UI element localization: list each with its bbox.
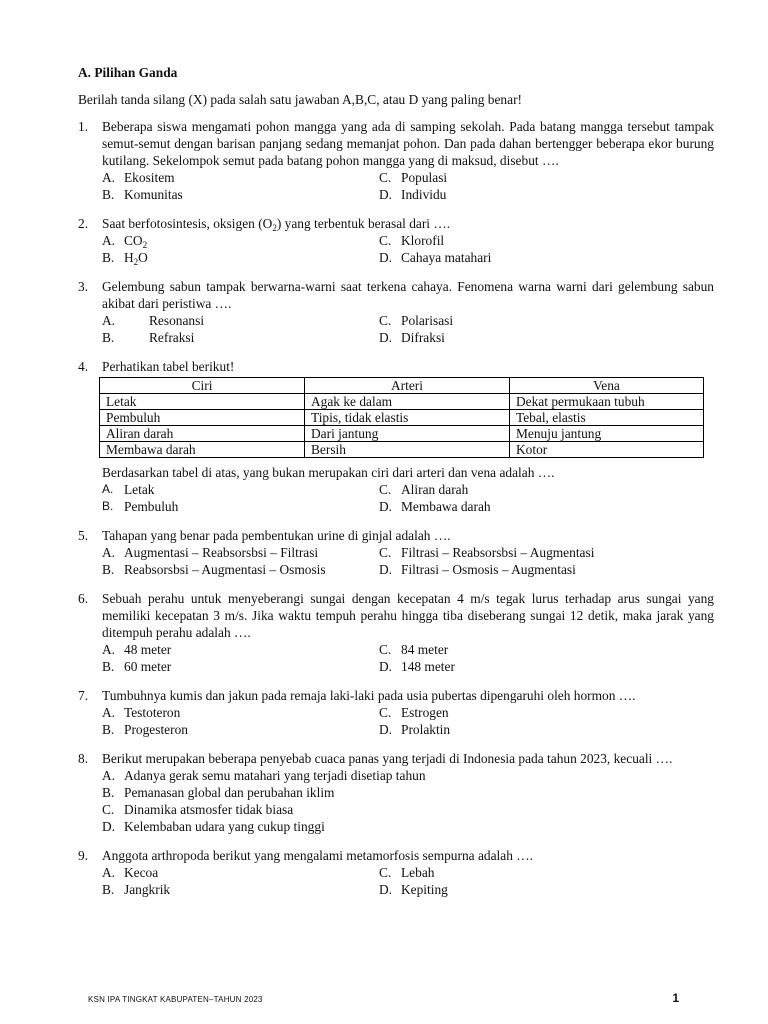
option-letter: A.	[102, 545, 116, 560]
option-letter: A.	[102, 170, 116, 185]
table-cell: Pembuluh	[100, 410, 305, 426]
question-text: Tumbuhnya kumis dan jakun pada remaja laki-laki pada usia pubertas dipengaruhi oleh hormon ….	[102, 688, 636, 703]
option-text: Kelembaban udara yang cukup tinggi	[124, 819, 325, 834]
option-text: Filtrasi – Osmosis – Augmentasi	[401, 562, 576, 577]
question-text: Berikut merupakan beberapa penyebab cuaca panas yang terjadi di Indonesia pada tahun 2023, kecuali ….	[102, 751, 673, 766]
option-text: Pemanasan global dan perubahan iklim	[124, 785, 335, 800]
option-d[interactable]	[379, 721, 714, 738]
option-letter: D.	[379, 882, 393, 897]
option-letter: D.	[379, 722, 393, 737]
question-text: Anggota arthropoda berikut yang mengalami metamorfosis sempurna adalah ….	[102, 848, 533, 863]
option-letter: D.	[379, 330, 393, 345]
option-d[interactable]	[102, 818, 714, 835]
option-letter: C.	[379, 170, 392, 185]
option-a[interactable]	[102, 481, 379, 498]
question-number: 4.	[78, 359, 89, 374]
option-text: Polarisasi	[401, 313, 454, 328]
table-cell: Tipis, tidak elastis	[305, 410, 510, 426]
option-text: Dinamika atsmosfer tidak biasa	[124, 802, 294, 817]
question-2	[78, 215, 714, 266]
page-footer	[88, 990, 679, 1008]
option-letter: A.	[102, 482, 114, 496]
option-text: Resonansi	[149, 313, 205, 328]
option-c[interactable]	[379, 641, 714, 658]
answer-options	[102, 767, 714, 835]
option-b[interactable]	[102, 498, 379, 515]
answer-options	[102, 544, 714, 578]
answer-options	[102, 704, 714, 738]
option-text: 60 meter	[124, 659, 172, 674]
table-cell: Membawa darah	[100, 442, 305, 458]
option-a[interactable]	[102, 169, 379, 186]
option-letter: B.	[102, 785, 115, 800]
question-8	[78, 750, 714, 835]
footer-text: KSN IPA TINGKAT KABUPATEN–TAHUN 2023	[88, 995, 263, 1004]
option-text: Membawa darah	[401, 499, 491, 514]
table-row	[100, 394, 704, 410]
option-b[interactable]	[102, 249, 379, 266]
option-b[interactable]	[102, 186, 379, 203]
option-d[interactable]	[379, 329, 714, 346]
option-a[interactable]	[102, 864, 379, 881]
option-c[interactable]	[102, 801, 714, 818]
option-c[interactable]	[379, 544, 714, 561]
question-5	[78, 527, 714, 578]
answer-options	[102, 169, 714, 203]
table-row	[100, 442, 704, 458]
option-c[interactable]	[379, 169, 714, 186]
question-number: 8.	[78, 751, 89, 766]
option-a[interactable]	[102, 312, 379, 329]
option-c[interactable]	[379, 312, 714, 329]
question-7	[78, 687, 714, 738]
question-followup-text: Berdasarkan tabel di atas, yang bukan merupakan ciri dari arteri dan vena adalah ….	[102, 465, 555, 480]
option-letter: B.	[102, 882, 115, 897]
option-letter: C.	[379, 313, 392, 328]
option-c[interactable]	[379, 481, 714, 498]
option-a[interactable]	[102, 544, 379, 561]
option-b[interactable]	[102, 561, 379, 578]
option-d[interactable]	[379, 249, 714, 266]
answer-options	[102, 232, 714, 266]
answer-options	[102, 641, 714, 675]
option-letter: C.	[379, 705, 392, 720]
option-d[interactable]	[379, 561, 714, 578]
option-letter: C.	[379, 545, 392, 560]
option-b[interactable]	[102, 329, 379, 346]
table-cell: Dekat permukaan tubuh	[510, 394, 704, 410]
option-text: 148 meter	[401, 659, 455, 674]
option-a[interactable]	[102, 641, 379, 658]
question-text: Gelembung sabun tampak berwarna-warni saat terkena cahaya. Fenomena warna warni dari gelembung sabun akibat dari peristiwa ….	[102, 279, 714, 311]
option-text: Refraksi	[149, 330, 195, 345]
option-letter: D.	[379, 250, 393, 265]
option-letter: B.	[102, 499, 114, 513]
option-d[interactable]	[379, 498, 714, 515]
question-text: Sebuah perahu untuk menyeberangi sungai dengan kecepatan 4 m/s tegak lurus terhadap arus sungai yang memiliki kecepatan 3 m/s. Jika waktu tempuh perahu hingga tiba diseberang sungai 12 detik, maka jarak yang ditempuh perahu adalah ….	[102, 591, 714, 640]
option-text: Filtrasi – Reabsorsbsi – Augmentasi	[401, 545, 595, 560]
option-c[interactable]	[379, 232, 714, 249]
option-text: Klorofil	[401, 233, 445, 248]
option-text: 48 meter	[124, 642, 172, 657]
option-letter: D.	[379, 187, 393, 202]
table-header: Arteri	[305, 378, 510, 394]
option-letter: A.	[102, 705, 116, 720]
option-letter: C.	[379, 233, 392, 248]
option-a[interactable]	[102, 232, 379, 249]
option-letter: B.	[102, 330, 115, 345]
option-letter: C.	[102, 802, 115, 817]
option-d[interactable]	[379, 881, 714, 898]
option-b[interactable]	[102, 721, 379, 738]
option-letter: B.	[102, 250, 115, 265]
option-letter: A.	[102, 233, 116, 248]
table-row	[100, 426, 704, 442]
option-b[interactable]	[102, 658, 379, 675]
question-text: Beberapa siswa mengamati pohon mangga yang ada di samping sekolah. Pada batang mangga tersebut tampak semut-semut dengan barisan panjang sedang memanjat pohon. Dan pada dahan bertengger beberapa ekor burung kutilang. Sekelompok semut pada batang pohon mangga yang di maksud, disebut ….	[102, 119, 714, 168]
option-d[interactable]	[379, 658, 714, 675]
option-letter: D.	[102, 819, 116, 834]
option-text: Reabsorsbsi – Augmentasi – Osmosis	[124, 562, 326, 577]
table-header: Ciri	[100, 378, 305, 394]
option-text: Prolaktin	[401, 722, 451, 737]
question-1	[78, 118, 714, 203]
answer-options	[102, 481, 714, 515]
option-text: Lebah	[401, 865, 435, 880]
option-text: Pembuluh	[124, 499, 179, 514]
option-d[interactable]	[379, 186, 714, 203]
option-letter: D.	[379, 659, 393, 674]
question-number: 6.	[78, 591, 89, 606]
option-text: Aliran darah	[401, 482, 469, 497]
option-text: Kecoa	[124, 865, 159, 880]
option-letter: A.	[102, 313, 116, 328]
question-number: 9.	[78, 848, 89, 863]
question-text: Saat berfotosintesis, oksigen $(O_2)$ yang terbentuk berasal dari ….	[102, 216, 451, 233]
table-header-row	[100, 378, 704, 394]
option-b[interactable]	[102, 881, 379, 898]
table-cell: Agak ke dalam	[305, 394, 510, 410]
question-4	[78, 358, 714, 515]
question-number: 5.	[78, 528, 89, 543]
option-text: Populasi	[401, 170, 448, 185]
page-number: 1	[672, 991, 679, 1005]
option-text: Adanya gerak semu matahari yang terjadi disetiap tahun	[124, 768, 426, 783]
option-text: Kepiting	[401, 882, 448, 897]
option-letter: B.	[102, 562, 115, 577]
question-text: Perhatikan tabel berikut!	[102, 359, 235, 374]
option-letter: D.	[379, 499, 393, 514]
table-cell: Kotor	[510, 442, 704, 458]
option-letter: A.	[102, 768, 116, 783]
option-text: 84 meter	[401, 642, 449, 657]
option-letter: A.	[102, 642, 116, 657]
question-6	[78, 590, 714, 675]
option-letter: B.	[102, 722, 115, 737]
question-text: Tahapan yang benar pada pembentukan urine di ginjal adalah ….	[102, 528, 451, 543]
option-text: $H_2O$	[124, 250, 148, 267]
option-text: Estrogen	[401, 705, 449, 720]
table-cell: Dari jantung	[305, 426, 510, 442]
answer-options	[102, 312, 714, 346]
option-text: Letak	[124, 482, 155, 497]
option-b[interactable]	[102, 784, 714, 801]
option-a[interactable]	[102, 704, 379, 721]
table-cell: Aliran darah	[100, 426, 305, 442]
option-text: $CO_2$	[124, 233, 148, 250]
option-text: Jangkrik	[124, 882, 171, 897]
question-number: 1.	[78, 119, 89, 134]
option-c[interactable]	[379, 704, 714, 721]
question-number: 7.	[78, 688, 89, 703]
question-3	[78, 278, 714, 346]
option-text: Ekositem	[124, 170, 175, 185]
option-letter: C.	[379, 642, 392, 657]
option-letter: C.	[379, 482, 392, 497]
option-text: Difraksi	[401, 330, 445, 345]
option-text: Individu	[401, 187, 447, 202]
table-cell: Bersih	[305, 442, 510, 458]
question-9	[78, 847, 714, 898]
option-a[interactable]	[102, 767, 714, 784]
option-letter: B.	[102, 659, 115, 674]
option-c[interactable]	[379, 864, 714, 881]
table-cell: Tebal, elastis	[510, 410, 704, 426]
option-letter: A.	[102, 865, 116, 880]
table-cell: Letak	[100, 394, 305, 410]
option-text: Testoteron	[124, 705, 181, 720]
answer-options	[102, 864, 714, 898]
option-letter: D.	[379, 562, 393, 577]
question-number: 3.	[78, 279, 89, 294]
option-letter: B.	[102, 187, 115, 202]
table-cell: Menuju jantung	[510, 426, 704, 442]
table-header: Vena	[510, 378, 704, 394]
option-text: Augmentasi – Reabsorsbsi – Filtrasi	[124, 545, 319, 560]
section-heading: A. Pilihan Ganda	[78, 65, 178, 80]
instruction-text: Berilah tanda silang (X) pada salah satu jawaban A,B,C, atau D yang paling benar!	[78, 92, 522, 107]
question-number: 2.	[78, 216, 89, 231]
option-text: Progesteron	[124, 722, 188, 737]
table-row	[100, 410, 704, 426]
artery-vein-table	[99, 377, 704, 458]
option-text: Cahaya matahari	[401, 250, 492, 265]
option-text: Komunitas	[124, 187, 183, 202]
option-letter: C.	[379, 865, 392, 880]
